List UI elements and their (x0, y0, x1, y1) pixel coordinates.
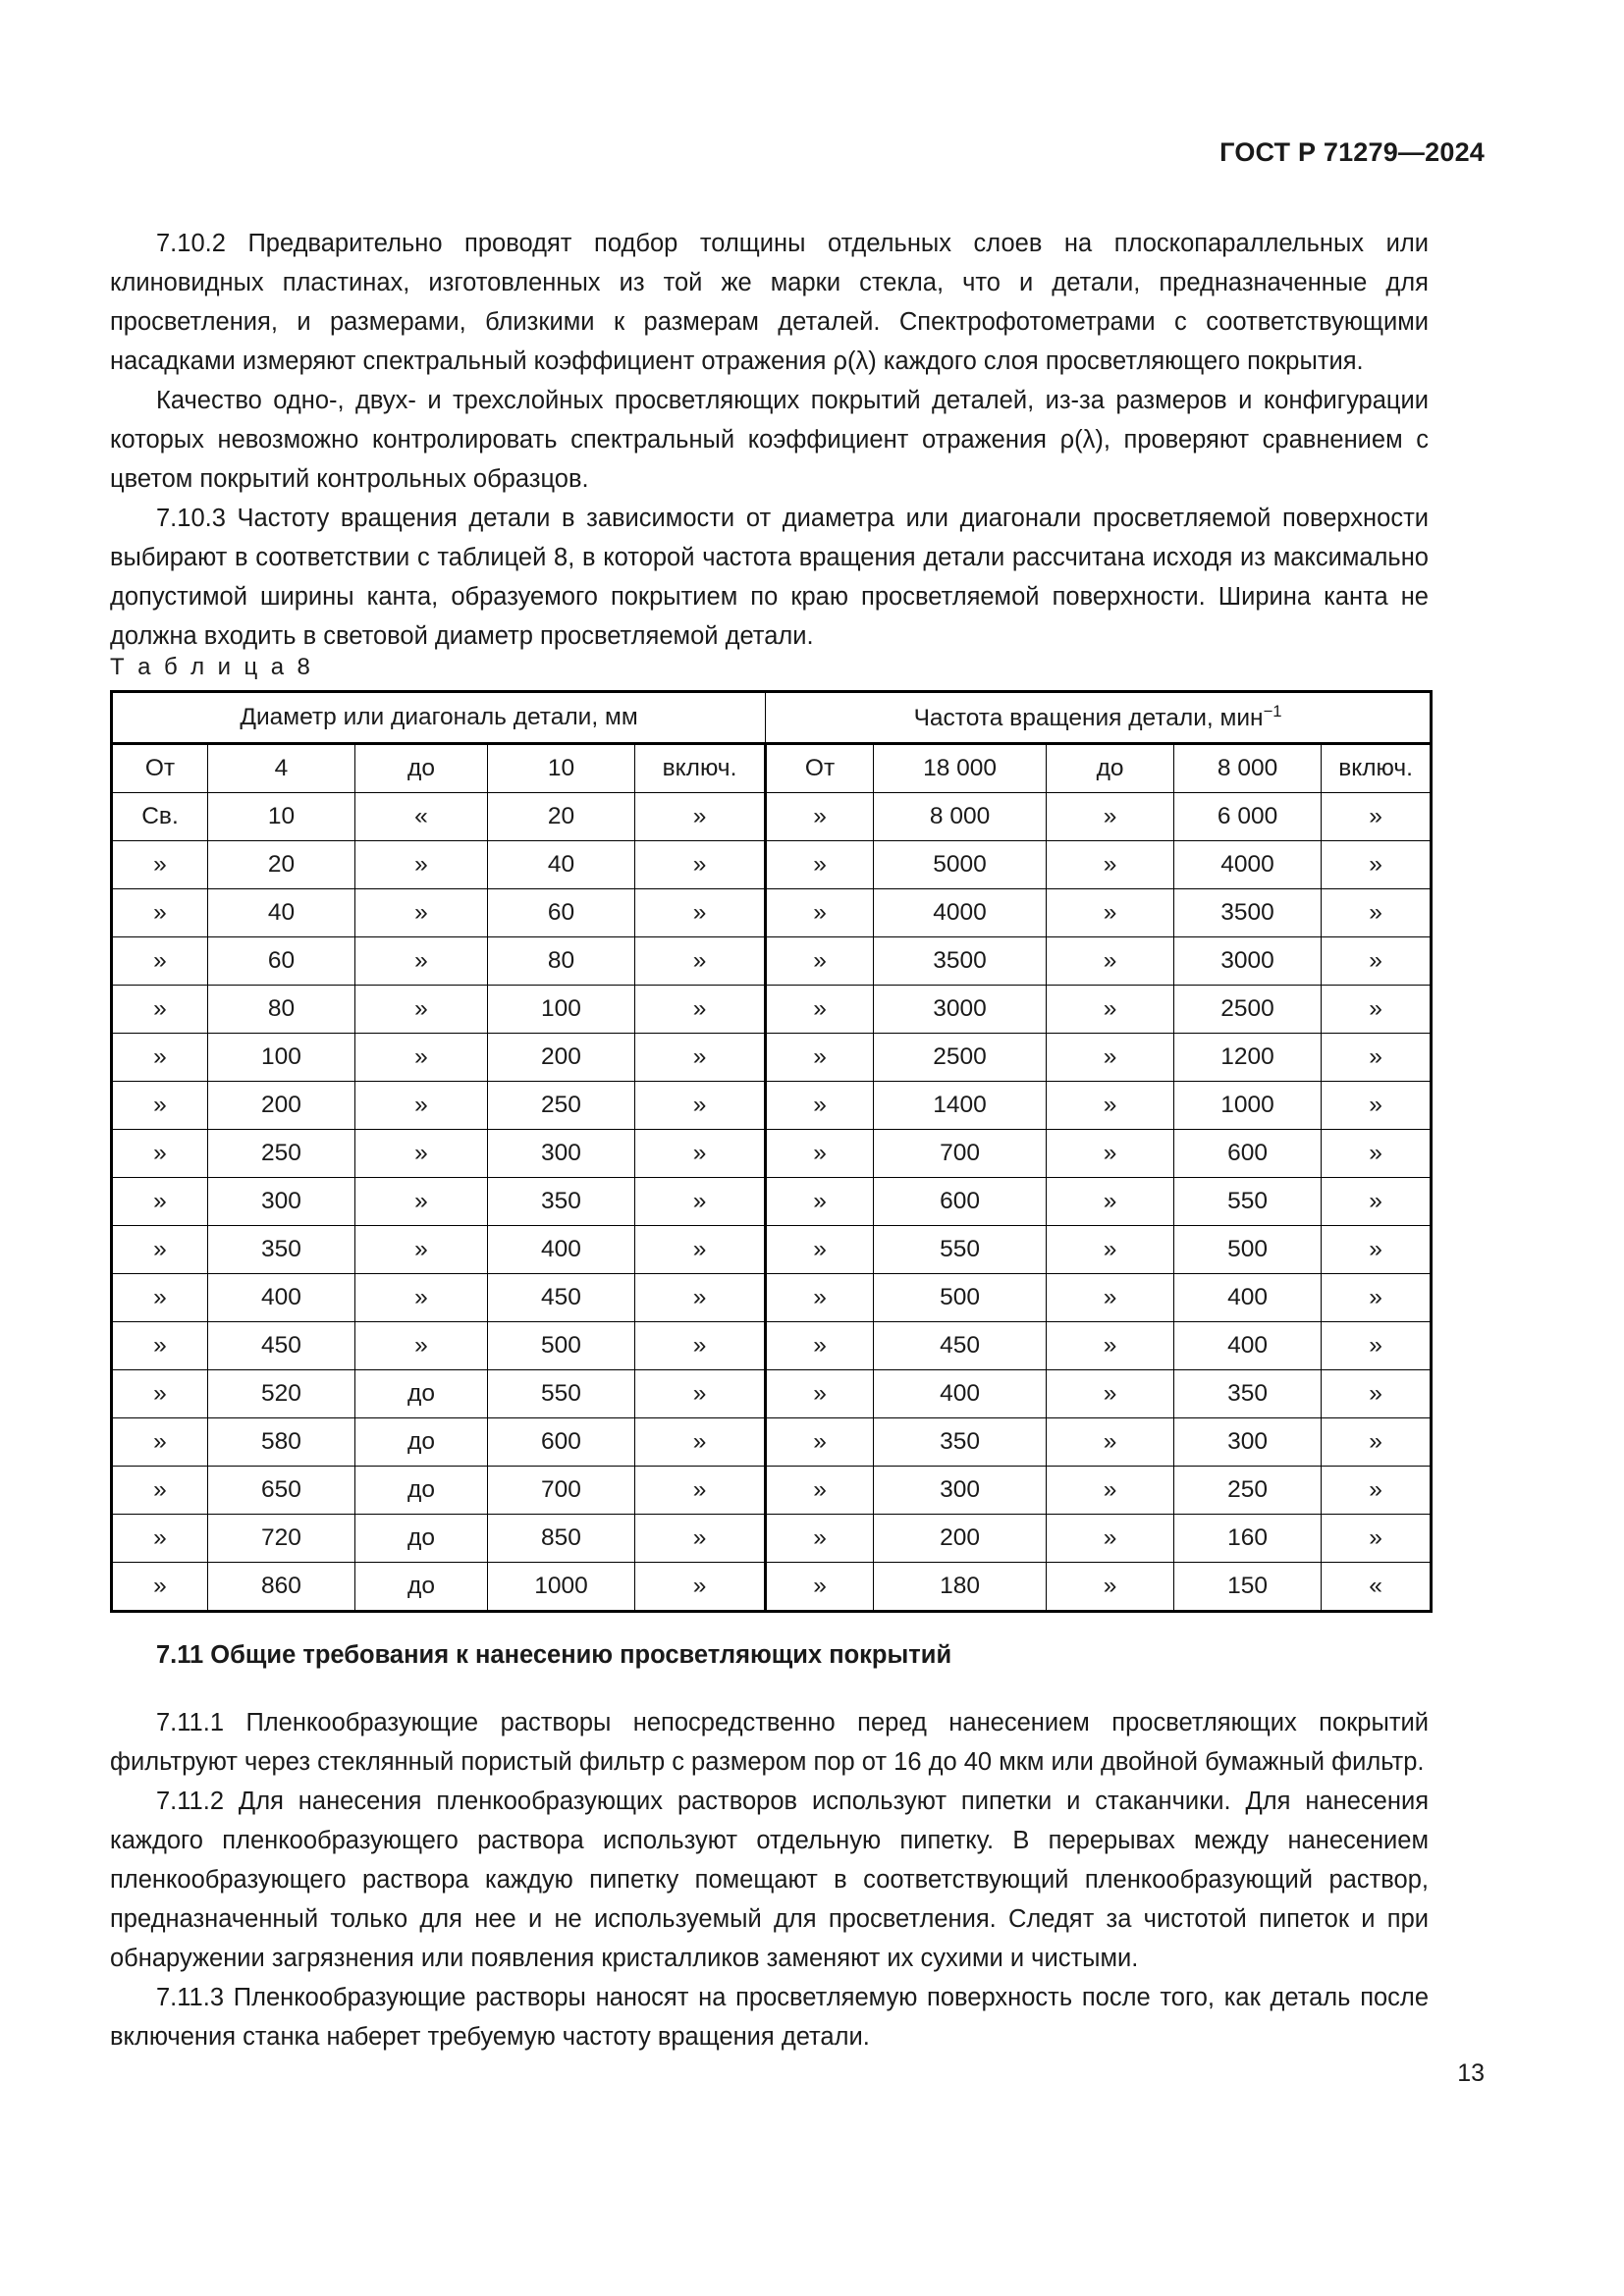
cell-left-value-from: 350 (208, 1226, 355, 1274)
rotation-header-superscript: −1 (1263, 701, 1282, 721)
cell-left-value-from: 80 (208, 986, 355, 1034)
cell-right-inclusive: » (1322, 841, 1432, 889)
cell-right-value-from: 1400 (874, 1082, 1047, 1130)
column-group-header-diameter: Диаметр или диагональ детали, мм (112, 692, 766, 744)
table-row (112, 1370, 1432, 1418)
cell-right-inclusive: » (1322, 1226, 1432, 1274)
cell-left-value-to: 80 (488, 937, 635, 986)
cell-right-value-from: 550 (874, 1226, 1047, 1274)
cell-left-inclusive: » (635, 986, 766, 1034)
paragraph-quality: Качество одно-, двух- и трехслойных просветляющих покрытий деталей, из-за размеров и конфигурации которых невозможно контролировать спектральный коэффициент отражения ρ(λ), проверяют сравнением с цветом покрытий контрольных образцов. (110, 387, 1429, 493)
table-row (112, 889, 1432, 937)
cell-left-inclusive: » (635, 1274, 766, 1322)
cell-left-connector: » (355, 1130, 488, 1178)
table-row (112, 1322, 1432, 1370)
table-row (112, 937, 1432, 986)
cell-right-value-from: 3500 (874, 937, 1047, 986)
cell-right-inclusive: » (1322, 1082, 1432, 1130)
cell-right-from: » (766, 793, 874, 841)
cell-left-value-from: 100 (208, 1034, 355, 1082)
cell-right-connector: » (1047, 1274, 1174, 1322)
cell-left-connector: » (355, 1082, 488, 1130)
cell-left-value-to: 450 (488, 1274, 635, 1322)
cell-left-from: » (112, 1082, 208, 1130)
cell-left-connector: » (355, 1226, 488, 1274)
table-row (112, 986, 1432, 1034)
cell-right-from: » (766, 1467, 874, 1515)
table-caption: Т а б л и ц а 8 (110, 654, 314, 680)
cell-left-value-from: 580 (208, 1418, 355, 1467)
table-8-wrapper (110, 690, 1430, 1613)
cell-right-from: » (766, 1178, 874, 1226)
cell-left-value-to: 10 (488, 744, 635, 793)
cell-right-value-to: 6 000 (1174, 793, 1322, 841)
cell-left-value-to: 500 (488, 1322, 635, 1370)
cell-right-value-to: 600 (1174, 1130, 1322, 1178)
cell-right-from: » (766, 1226, 874, 1274)
cell-left-value-from: 860 (208, 1563, 355, 1612)
cell-right-value-to: 300 (1174, 1418, 1322, 1467)
cell-left-inclusive: » (635, 1515, 766, 1563)
cell-right-connector: » (1047, 1082, 1174, 1130)
cell-left-from: » (112, 1322, 208, 1370)
cell-right-connector: » (1047, 986, 1174, 1034)
cell-right-value-from: 500 (874, 1274, 1047, 1322)
paragraph-7-10-3: 7.10.3 Частоту вращения детали в зависимости от диаметра или диагонали просветляемой поверхности выбирают в соответствии с таблицей 8, в которой частота вращения детали рассчитана исходя из максимально допустимой ширины канта, образуемого покрытием по краю просветляемой поверхности. Ширина канта не должна входить в световой диаметр просветляемой детали. (110, 505, 1429, 650)
cell-right-from: От (766, 744, 874, 793)
cell-right-inclusive: » (1322, 793, 1432, 841)
cell-right-inclusive: » (1322, 937, 1432, 986)
cell-right-inclusive: » (1322, 1467, 1432, 1515)
table-row (112, 793, 1432, 841)
cell-left-from: Св. (112, 793, 208, 841)
cell-right-value-from: 5000 (874, 841, 1047, 889)
cell-left-value-from: 250 (208, 1130, 355, 1178)
table-header-row (112, 692, 1432, 744)
cell-right-connector: » (1047, 841, 1174, 889)
cell-left-inclusive: » (635, 1563, 766, 1612)
cell-left-inclusive: » (635, 889, 766, 937)
paragraph-7-11-3: 7.11.3 Пленкообразующие растворы наносят на просветляемую поверхность после того, как деталь после включения станка наберет требуемую частоту вращения детали. (110, 1984, 1429, 2051)
cell-right-value-to: 550 (1174, 1178, 1322, 1226)
cell-right-value-from: 180 (874, 1563, 1047, 1612)
cell-right-inclusive: » (1322, 986, 1432, 1034)
cell-left-inclusive: » (635, 1226, 766, 1274)
cell-right-inclusive: » (1322, 1178, 1432, 1226)
cell-left-value-from: 60 (208, 937, 355, 986)
cell-left-from: » (112, 1370, 208, 1418)
paragraph-7-10-2: 7.10.2 Предварительно проводят подбор толщины отдельных слоев на плоскопараллельных или клиновидных пластинах, изготовленных из той же марки стекла, что и детали, предназначенные для просветления, и размерами, близкими к размерам деталей. Спектрофотометрами с соответствующими насадками измеряют спектральный коэффициент отражения ρ(λ) каждого слоя просветляющего покрытия. (110, 230, 1429, 375)
table-row (112, 1274, 1432, 1322)
cell-left-value-to: 250 (488, 1082, 635, 1130)
cell-right-value-to: 400 (1174, 1274, 1322, 1322)
cell-left-value-to: 400 (488, 1226, 635, 1274)
cell-right-from: » (766, 1130, 874, 1178)
cell-left-value-from: 650 (208, 1467, 355, 1515)
cell-left-connector: » (355, 1034, 488, 1082)
cell-right-from: » (766, 841, 874, 889)
cell-right-value-from: 3000 (874, 986, 1047, 1034)
table-row (112, 744, 1432, 793)
cell-left-inclusive: » (635, 841, 766, 889)
cell-left-connector: « (355, 793, 488, 841)
cell-right-value-to: 150 (1174, 1563, 1322, 1612)
cell-right-value-to: 3000 (1174, 937, 1322, 986)
cell-right-value-from: 18 000 (874, 744, 1047, 793)
cell-left-connector: » (355, 1274, 488, 1322)
cell-left-from: » (112, 889, 208, 937)
cell-left-connector: » (355, 937, 488, 986)
cell-left-value-from: 400 (208, 1274, 355, 1322)
cell-left-inclusive: » (635, 793, 766, 841)
cell-left-connector: до (355, 1467, 488, 1515)
cell-right-from: » (766, 986, 874, 1034)
cell-left-connector: до (355, 744, 488, 793)
cell-left-inclusive: » (635, 937, 766, 986)
cell-right-from: » (766, 889, 874, 937)
cell-right-connector: до (1047, 744, 1174, 793)
cell-left-value-from: 40 (208, 889, 355, 937)
table-row (112, 1515, 1432, 1563)
section-heading-7-11: 7.11 Общие требования к нанесению просветляющих покрытий (156, 1641, 952, 1669)
cell-left-inclusive: включ. (635, 744, 766, 793)
cell-left-value-to: 60 (488, 889, 635, 937)
cell-right-connector: » (1047, 793, 1174, 841)
cell-left-from: » (112, 841, 208, 889)
cell-left-connector: » (355, 889, 488, 937)
table-row (112, 1082, 1432, 1130)
cell-left-inclusive: » (635, 1467, 766, 1515)
cell-right-connector: » (1047, 1226, 1174, 1274)
cell-left-value-to: 20 (488, 793, 635, 841)
cell-right-value-to: 3500 (1174, 889, 1322, 937)
column-group-header-rotation (766, 692, 1432, 744)
cell-left-value-to: 1000 (488, 1563, 635, 1612)
cell-right-value-from: 300 (874, 1467, 1047, 1515)
cell-left-from: » (112, 1467, 208, 1515)
cell-right-inclusive: » (1322, 1034, 1432, 1082)
cell-left-value-to: 550 (488, 1370, 635, 1418)
table-row (112, 1034, 1432, 1082)
table-row (112, 1467, 1432, 1515)
cell-right-connector: » (1047, 937, 1174, 986)
cell-right-connector: » (1047, 1370, 1174, 1418)
cell-left-value-to: 40 (488, 841, 635, 889)
cell-left-value-to: 850 (488, 1515, 635, 1563)
running-header-standard-id: ГОСТ Р 71279—2024 (1219, 137, 1485, 167)
cell-right-connector: » (1047, 1322, 1174, 1370)
cell-left-value-from: 4 (208, 744, 355, 793)
cell-right-value-from: 400 (874, 1370, 1047, 1418)
cell-left-inclusive: » (635, 1370, 766, 1418)
cell-left-value-from: 10 (208, 793, 355, 841)
cell-left-inclusive: » (635, 1418, 766, 1467)
cell-right-value-from: 4000 (874, 889, 1047, 937)
cell-left-value-from: 300 (208, 1178, 355, 1226)
body-text-block-bottom (110, 1703, 1429, 2056)
cell-left-from: » (112, 1178, 208, 1226)
cell-left-from: » (112, 1226, 208, 1274)
cell-left-from: » (112, 1418, 208, 1467)
cell-left-inclusive: » (635, 1082, 766, 1130)
cell-right-value-to: 4000 (1174, 841, 1322, 889)
cell-left-connector: » (355, 1322, 488, 1370)
paragraph-7-11-2: 7.11.2 Для нанесения пленкообразующих растворов используют пипетки и стаканчики. Для нанесения каждого пленкообразующего раствора используют отдельную пипетку. В перерывах между нанесением пленкообразующего раствора каждую пипетку помещают в соответствующий пленкообразующий раствор, предназначенный только для нее и не используемый для просветления. Следят за чистотой пипеток и при обнаружении загрязнения или появления кристалликов заменяют их сухими и чистыми. (110, 1788, 1429, 1972)
cell-right-value-to: 2500 (1174, 986, 1322, 1034)
cell-left-inclusive: » (635, 1178, 766, 1226)
table-row (112, 1563, 1432, 1612)
cell-right-from: » (766, 1034, 874, 1082)
cell-right-connector: » (1047, 1178, 1174, 1226)
cell-right-from: » (766, 1418, 874, 1467)
cell-right-inclusive: » (1322, 1418, 1432, 1467)
table-row (112, 1130, 1432, 1178)
body-text-block-top (110, 224, 1429, 656)
cell-left-inclusive: » (635, 1322, 766, 1370)
cell-left-connector: » (355, 1178, 488, 1226)
cell-left-from: » (112, 986, 208, 1034)
table-body (112, 744, 1432, 1612)
table-8 (110, 690, 1433, 1613)
cell-left-inclusive: » (635, 1130, 766, 1178)
cell-right-from: » (766, 937, 874, 986)
cell-left-connector: до (355, 1515, 488, 1563)
cell-right-connector: » (1047, 1467, 1174, 1515)
cell-right-inclusive: » (1322, 1274, 1432, 1322)
cell-left-value-to: 700 (488, 1467, 635, 1515)
cell-left-from: » (112, 1130, 208, 1178)
cell-left-from: » (112, 1515, 208, 1563)
cell-right-inclusive: » (1322, 1322, 1432, 1370)
cell-left-connector: до (355, 1418, 488, 1467)
cell-right-inclusive: » (1322, 1515, 1432, 1563)
cell-right-from: » (766, 1322, 874, 1370)
cell-left-connector: до (355, 1563, 488, 1612)
cell-right-connector: » (1047, 889, 1174, 937)
paragraph-7-11-1: 7.11.1 Пленкообразующие растворы непосредственно перед нанесением просветляющих покрытий фильтруют через стеклянный пористый фильтр с размером пор от 16 до 40 мкм или двойной бумажный фильтр. (110, 1709, 1429, 1776)
cell-left-connector: » (355, 986, 488, 1034)
cell-right-inclusive: » (1322, 1130, 1432, 1178)
cell-left-value-to: 200 (488, 1034, 635, 1082)
cell-right-connector: » (1047, 1034, 1174, 1082)
cell-right-value-from: 350 (874, 1418, 1047, 1467)
cell-left-from: » (112, 1563, 208, 1612)
cell-left-from: » (112, 1034, 208, 1082)
cell-left-value-from: 20 (208, 841, 355, 889)
cell-right-value-to: 350 (1174, 1370, 1322, 1418)
cell-left-from: » (112, 937, 208, 986)
cell-right-inclusive: « (1322, 1563, 1432, 1612)
cell-left-from: От (112, 744, 208, 793)
cell-left-value-to: 300 (488, 1130, 635, 1178)
table-row (112, 1226, 1432, 1274)
cell-right-inclusive: » (1322, 1370, 1432, 1418)
cell-right-connector: » (1047, 1563, 1174, 1612)
cell-right-connector: » (1047, 1515, 1174, 1563)
cell-right-value-to: 8 000 (1174, 744, 1322, 793)
cell-left-connector: » (355, 841, 488, 889)
cell-right-inclusive: включ. (1322, 744, 1432, 793)
table-row (112, 841, 1432, 889)
cell-left-value-from: 450 (208, 1322, 355, 1370)
cell-right-value-to: 500 (1174, 1226, 1322, 1274)
table-row (112, 1178, 1432, 1226)
cell-left-from: » (112, 1274, 208, 1322)
cell-right-value-from: 600 (874, 1178, 1047, 1226)
cell-right-value-from: 200 (874, 1515, 1047, 1563)
cell-right-connector: » (1047, 1130, 1174, 1178)
cell-right-connector: » (1047, 1418, 1174, 1467)
cell-left-value-from: 200 (208, 1082, 355, 1130)
cell-right-from: » (766, 1274, 874, 1322)
cell-left-inclusive: » (635, 1034, 766, 1082)
table-row (112, 1418, 1432, 1467)
cell-right-value-to: 1000 (1174, 1082, 1322, 1130)
cell-right-from: » (766, 1563, 874, 1612)
cell-right-value-from: 700 (874, 1130, 1047, 1178)
cell-left-value-to: 350 (488, 1178, 635, 1226)
cell-right-value-to: 400 (1174, 1322, 1322, 1370)
cell-right-from: » (766, 1515, 874, 1563)
cell-left-value-from: 520 (208, 1370, 355, 1418)
page-number: 13 (1457, 2059, 1485, 2087)
cell-right-value-to: 1200 (1174, 1034, 1322, 1082)
cell-left-value-to: 100 (488, 986, 635, 1034)
cell-right-value-to: 250 (1174, 1467, 1322, 1515)
cell-right-value-from: 2500 (874, 1034, 1047, 1082)
cell-right-value-from: 450 (874, 1322, 1047, 1370)
cell-left-connector: до (355, 1370, 488, 1418)
rotation-header-text: Частота вращения детали, мин (913, 705, 1264, 732)
cell-right-from: » (766, 1370, 874, 1418)
cell-right-value-to: 160 (1174, 1515, 1322, 1563)
cell-right-from: » (766, 1082, 874, 1130)
cell-right-inclusive: » (1322, 889, 1432, 937)
cell-left-value-to: 600 (488, 1418, 635, 1467)
cell-left-value-from: 720 (208, 1515, 355, 1563)
cell-right-value-from: 8 000 (874, 793, 1047, 841)
